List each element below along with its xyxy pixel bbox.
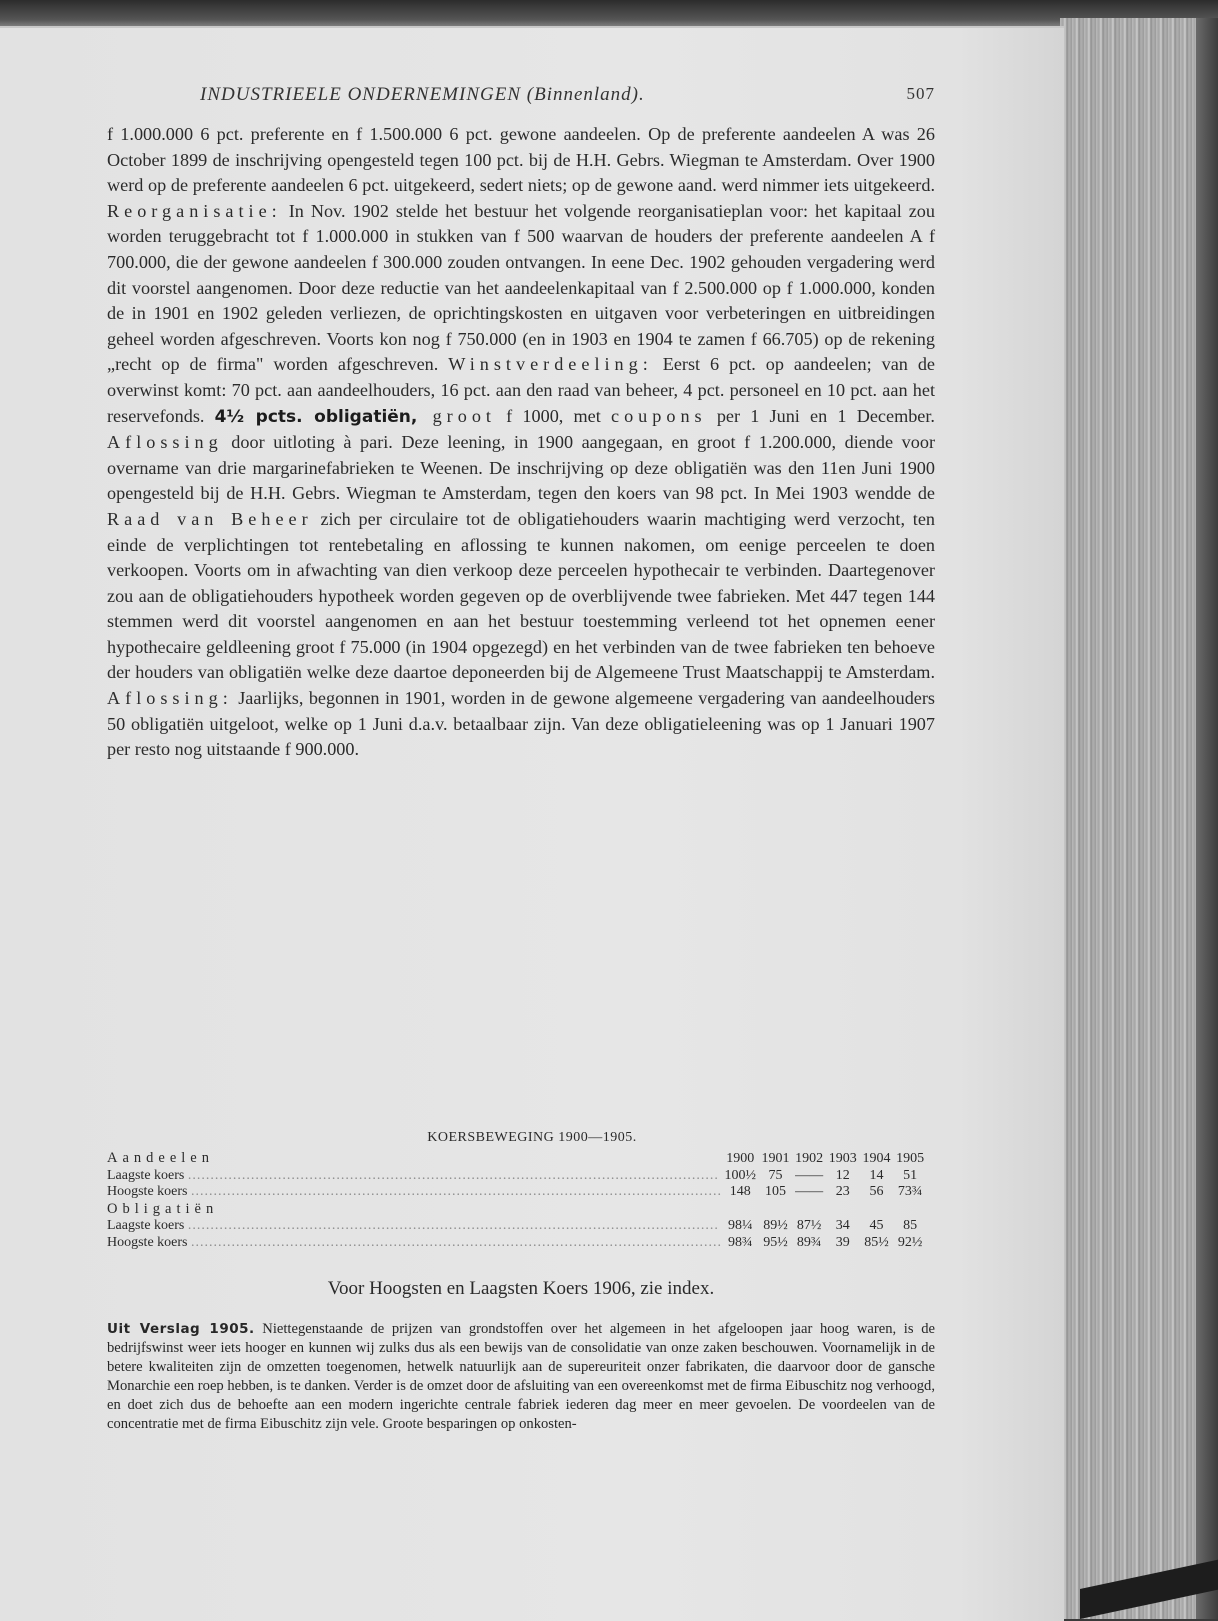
table-cell: 12	[835, 1167, 850, 1183]
table-title: KOERSBEWEGING 1900—1905.	[427, 1130, 637, 1145]
table-cell: 105	[764, 1184, 786, 1199]
table-section-row	[107, 1201, 927, 1219]
year-header: 1901	[761, 1150, 790, 1166]
bond-heading: 4½ pcts. obligatiën,	[214, 406, 418, 427]
table-cell: ——	[795, 1167, 824, 1183]
report-heading: Uit Verslag 1905.	[107, 1321, 255, 1337]
row-label: Laagste koers	[107, 1167, 185, 1183]
report-text: Niettegenstaande de prijzen van grondstoffen over het algemeen in het afgeloopen jaar hoog waren, is de bedrijfswinst weer iets hooger en kunnen wij zulks dus als een bewijs van de consolidatie van onze zaken beschouwen. Voornamelijk in de betere kwaliteiten zijn de omzetten toegenomen, hetwelk natuurlijk aan de supereuriteit onzer fabrikaten, die daarvoor door de gansche Monarchie een roep hebben, is te danken. Verder is de omzet door de afsluiting van een overeenkomst met de firma Eibuschitz nog verhoogd, en doet zich dus de behoefte aan een modern ingerichte centrale fabriek iederen dag meer en meer gevoelen. De voordeelen van de concentratie met de firma Eibuschitz zijn vele. Groote besparingen op onkosten-	[107, 1321, 935, 1432]
year-header: 1905	[896, 1150, 925, 1166]
table-cell: 14	[869, 1167, 884, 1183]
reorganisation-label: Reorganisatie:	[107, 200, 282, 221]
table-cell: 75	[768, 1167, 783, 1183]
table-header-row	[107, 1150, 927, 1168]
year-header: 1903	[828, 1150, 857, 1166]
table-cell: 23	[835, 1184, 850, 1199]
running-head	[200, 84, 940, 112]
text-segment: door uitloting à pari. Deze leening, in 1900 aangegaan, en groot f 1.200.000, diende voor overname van drie margarinefabrieken te Weenen. De inschrijving op deze obligatiën was den 11en Juni 1900 opengesteld bij de H.H. Gebrs. Wiegman te Amsterdam, tegen den koers van 98 pct. In Mei 1903 wendde de	[107, 432, 935, 504]
table-row: Laagste koers ...................................................................................................................... 98¼ 89½ 87½ 34 45 85	[107, 1218, 927, 1235]
table-cell: 92½	[897, 1234, 923, 1250]
redemption-label: Aflossing	[107, 432, 223, 453]
page-number: 507	[906, 84, 935, 103]
row-label: Hoogste koers	[107, 1184, 188, 1199]
running-head-title: INDUSTRIEELE ONDERNEMINGEN (Binnenland).	[200, 84, 645, 105]
table-cell: 87½	[796, 1218, 822, 1233]
price-movement-table	[107, 1130, 927, 1251]
table-cell: 34	[835, 1218, 850, 1233]
text-segment: Eerst 6 pct. op aandeelen; van de overwinst komt: 70 pct. aan aandeelhouders, 16 pct. aan den raad van beheer, 4 pct. personeel en 10 pct. aan het reservefonds.	[107, 354, 935, 426]
profit-distribution-label: Winstverdeeling:	[448, 354, 653, 375]
company-description	[107, 122, 935, 763]
table-cell: 39	[835, 1234, 850, 1250]
book-top-shadow	[0, 0, 1218, 28]
text-segment: per 1 Juni en 1 December.	[706, 405, 935, 426]
annual-report-excerpt	[107, 1320, 935, 1433]
size-label: groot	[417, 405, 496, 426]
section-label: Obligatiën	[107, 1200, 219, 1217]
section-label: Aandeelen	[107, 1150, 214, 1166]
table-row: Hoogste koers ...................................................................................................................... 148 105 —— 23 56 73¾	[107, 1184, 927, 1201]
table-row: Hoogste koers ...................................................................................................................... 98¾ 95½ 89¾ 39 85½ 92½	[107, 1235, 927, 1252]
table-cell: 45	[869, 1218, 884, 1233]
table-cell: 85½	[864, 1234, 889, 1250]
table-cell: 100½	[724, 1167, 757, 1183]
index-reference-note: Voor Hoogsten en Laagsten Koers 1906, zie index.	[327, 1278, 715, 1299]
table-cell: 148	[729, 1184, 751, 1199]
year-header: 1902	[795, 1150, 824, 1166]
table-cell: 51	[903, 1167, 918, 1183]
row-label: Laagste koers	[107, 1218, 185, 1233]
table-row: Laagste koers ...................................................................................................................... 100½ 75 —— 12 14 51	[107, 1168, 927, 1185]
text-segment: f 1000, met	[495, 405, 612, 426]
redemption-label-2: Aflossing:	[107, 688, 233, 709]
table-cell: 89½	[763, 1218, 788, 1233]
main-paragraph	[107, 122, 935, 763]
board-label: Raad van Beheer	[107, 508, 313, 529]
text-segment: In Nov. 1902 stelde het bestuur het volgende reorganisatieplan voor: het kapitaal zou worden teruggebracht tot f 1.000.000 in stukken van f 500 waarvan de houders der preferente aandeelen A f 700.000, die der gewone aandeelen f 300.000 zouden ontvangen. In eene Dec. 1902 gehouden vergadering werd dit voorstel aangenomen. Door deze reductie van het aandeelenkapitaal van f 2.500.000 op f 1.000.000, konden de in 1901 en 1902 geleden verliezen, de oprichtingskosten en uitgaven voor verbeteringen en uitbreidingen geheel worden afgeschreven. Voorts kon nog f 750.000 (en in 1903 en 1904 te zamen f 66.705) op de rekening „recht op de firma" worden afgeschreven.	[107, 200, 935, 375]
table-cell: 98¼	[728, 1218, 753, 1233]
text-segment: Jaarlijks, begonnen in 1901, worden in de gewone algemeene vergadering van aandeelhouders 50 obligatiën uitgeloot, welke op 1 Juni d.a.v. betaalbaar zijn. Van deze obligatieleening was op 1 Januari 1907 per resto nog uitstaande f 900.000.	[107, 688, 935, 760]
year-header: 1904	[862, 1150, 891, 1166]
table-cell: 73¾	[897, 1184, 923, 1199]
table-cell: 85	[903, 1218, 918, 1233]
table-cell: 98¾	[728, 1234, 753, 1250]
book-page-edges	[1060, 18, 1218, 1619]
text-segment: f 1.000.000 6 pct. preferente en f 1.500.000 6 pct. gewone aandeelen. Op de preferente aandeelen A was 26 October 1899 de inschrijving opengesteld tegen 100 pct. bij de H.H. Gebrs. Wiegman te Amsterdam. Over 1900 werd op de preferente aandeelen 6 pct. uitgekeerd, sedert niets; op de gewone aand. werd nimmer iets uitgekeerd.	[107, 124, 935, 196]
price-table	[107, 1150, 927, 1251]
table-cell: 89¾	[796, 1234, 822, 1250]
year-header: 1900	[726, 1150, 755, 1166]
table-cell: 95½	[763, 1234, 788, 1250]
table-cell: ——	[795, 1184, 824, 1199]
text-segment: zich per circulaire tot de obligatiehouders waarin machtiging werd verzocht, ten einde de verplichtingen tot rentebetaling en aflossing te kunnen nakomen, om eenige perceelen te doen verkoopen. Voorts om in afwachting van dien verkoop deze perceelen hypothecair te verbinden. Daartegenover zou aan de obligatiehouders hypotheek worden gegeven op de overblijvende twee fabrieken. Met 447 tegen 144 stemmen werd dit voorstel aangenomen en aan het bestuur toestemming verleend tot het opnemen eener hypothecaire geldleening groot f 75.000 (in 1904 opgezegd) en het verbinden van de twee fabrieken ten behoeve der houders van obligatiën welke deze daartoe deponeerden bij de Algemeene Trust Maatschappij te Amsterdam.	[107, 508, 935, 683]
coupons-label: coupons	[611, 405, 707, 426]
row-label: Hoogste koers	[107, 1234, 188, 1250]
table-cell: 56	[869, 1184, 884, 1199]
